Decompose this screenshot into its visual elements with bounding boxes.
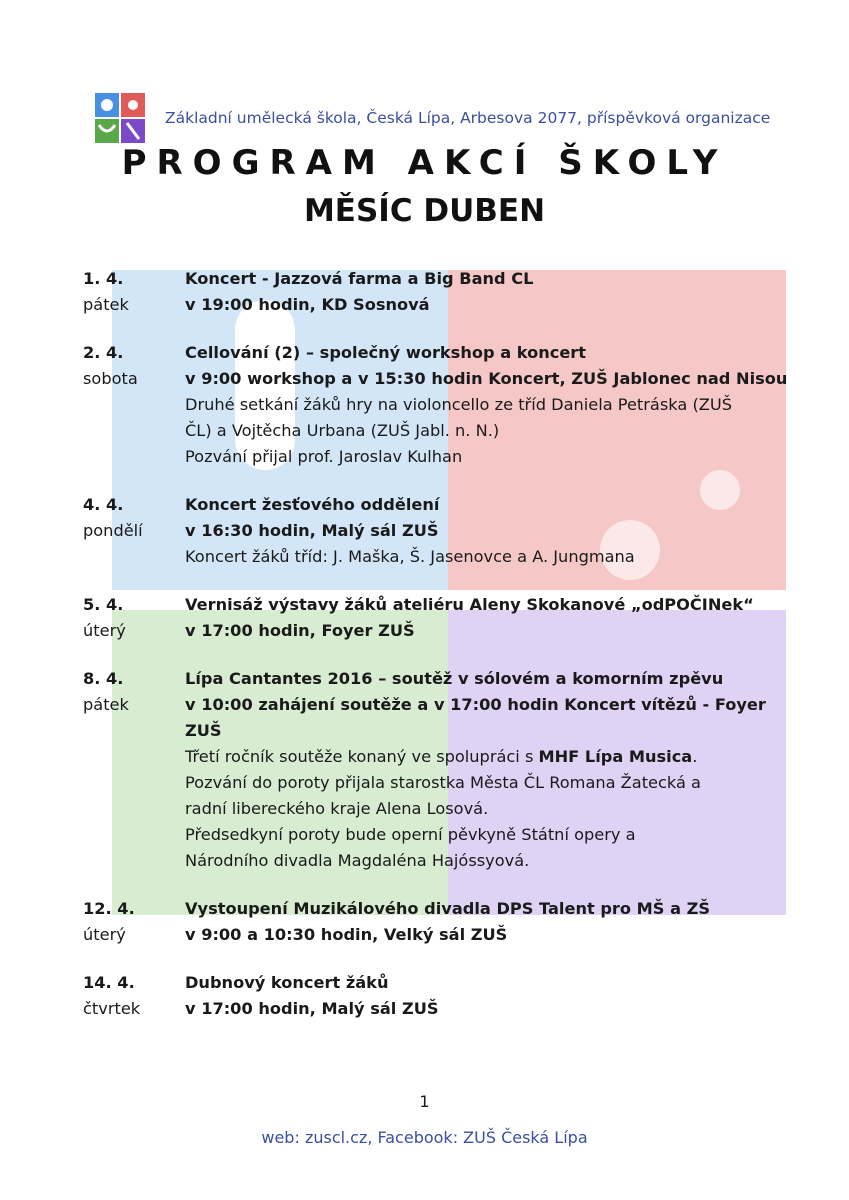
event-date-col [83, 492, 185, 570]
event-day: úterý [83, 925, 126, 944]
event-date-col [83, 266, 185, 318]
event-desc-line: ČL) a Vojtěcha Urbana (ZUŠ Jabl. n. N.) [185, 421, 500, 440]
event-desc-line: Pozvání přijal prof. Jaroslav Kulhan [185, 447, 463, 466]
event-date-col [83, 896, 185, 948]
event-details [185, 266, 803, 318]
event-time: v 9:00 workshop a v 15:30 hodin Koncert, ZUŠ Jablonec nad Nisou [185, 369, 788, 388]
event-time: v 17:00 hodin, Foyer ZUŠ [185, 621, 415, 640]
event-date: 1. 4. [83, 269, 124, 288]
event-title: Vystoupení Muzikálového divadla DPS Talent pro MŠ a ZŠ [185, 899, 711, 918]
event-date-col [83, 340, 185, 470]
event-title: Lípa Cantantes 2016 – soutěž v sólovém a komorním zpěvu [185, 669, 724, 688]
event-title: Vernisáž výstavy žáků ateliéru Aleny Skokanové „odPOČINek“ [185, 595, 754, 614]
event-time: v 19:00 hodin, KD Sosnová [185, 295, 430, 314]
event-day: úterý [83, 621, 126, 640]
event-date: 4. 4. [83, 495, 124, 514]
event-desc-line: Pozvání do poroty přijala starostka Města ČL Romana Žatecká a [185, 773, 701, 792]
event-title: Cellování (2) – společný workshop a koncert [185, 343, 587, 362]
school-name: Základní umělecká škola, Česká Lípa, Arbesova 2077, příspěvková organizace [165, 109, 771, 127]
event-date: 2. 4. [83, 343, 124, 362]
event-details [185, 492, 803, 570]
event-title: Koncert - Jazzová farma a Big Band CL [185, 269, 534, 288]
events-list [83, 266, 803, 1044]
event-item [83, 666, 803, 874]
event-date: 8. 4. [83, 669, 124, 688]
event-time: v 9:00 a 10:30 hodin, Velký sál ZUŠ [185, 925, 508, 944]
event-time: v 16:30 hodin, Malý sál ZUŠ [185, 521, 439, 540]
event-day: sobota [83, 369, 138, 388]
document-header [95, 93, 770, 143]
event-item [83, 970, 803, 1022]
event-day: pátek [83, 695, 129, 714]
event-item [83, 266, 803, 318]
page-title: PROGRAM AKCÍ ŠKOLY [121, 143, 728, 183]
event-time: v 17:00 hodin, Malý sál ZUŠ [185, 999, 439, 1018]
event-time: v 10:00 zahájení soutěže a v 17:00 hodin Koncert vítězů - Foyer ZUŠ [185, 695, 766, 740]
event-day: čtvrtek [83, 999, 141, 1018]
event-day: pátek [83, 295, 129, 314]
event-details [185, 896, 803, 948]
event-date-col [83, 666, 185, 874]
event-details [185, 970, 803, 1022]
event-desc-line: Předsedkyní poroty bude operní pěvkyně Státní opery a [185, 825, 636, 844]
event-item [83, 896, 803, 948]
event-date: 14. 4. [83, 973, 135, 992]
event-desc-text: Třetí ročník soutěže konaný ve spolupráci s [185, 747, 539, 766]
event-details [185, 340, 803, 470]
event-date-col [83, 970, 185, 1022]
event-date-col [83, 592, 185, 644]
event-item [83, 492, 803, 570]
event-date: 5. 4. [83, 595, 124, 614]
event-desc-line: Koncert žáků tříd: J. Maška, Š. Jasenovce a A. Jungmana [185, 547, 635, 566]
school-logo-icon [95, 93, 145, 143]
event-day: pondělí [83, 521, 143, 540]
page-subtitle: MĚSÍC DUBEN [303, 193, 546, 229]
page-number: 1 [419, 1092, 430, 1111]
event-date: 12. 4. [83, 899, 135, 918]
event-title: Dubnový koncert žáků [185, 973, 389, 992]
event-desc-line: radní libereckého kraje Alena Losová. [185, 799, 489, 818]
event-item [83, 340, 803, 470]
event-desc-highlight: MHF Lípa Musica [538, 747, 693, 766]
event-desc-line: Národního divadla Magdaléna Hajóssyová. [185, 851, 530, 870]
event-desc-line [185, 744, 803, 770]
event-title: Koncert žesťového oddělení [185, 495, 440, 514]
event-details [185, 592, 803, 644]
event-item [83, 592, 803, 644]
event-desc-text: . [692, 747, 698, 766]
event-details [185, 666, 803, 874]
event-desc-line: Druhé setkání žáků hry na violoncello ze tříd Daniela Petráska (ZUŠ [185, 395, 732, 414]
footer-contact: web: zuscl.cz, Facebook: ZUŠ Česká Lípa [261, 1128, 588, 1147]
